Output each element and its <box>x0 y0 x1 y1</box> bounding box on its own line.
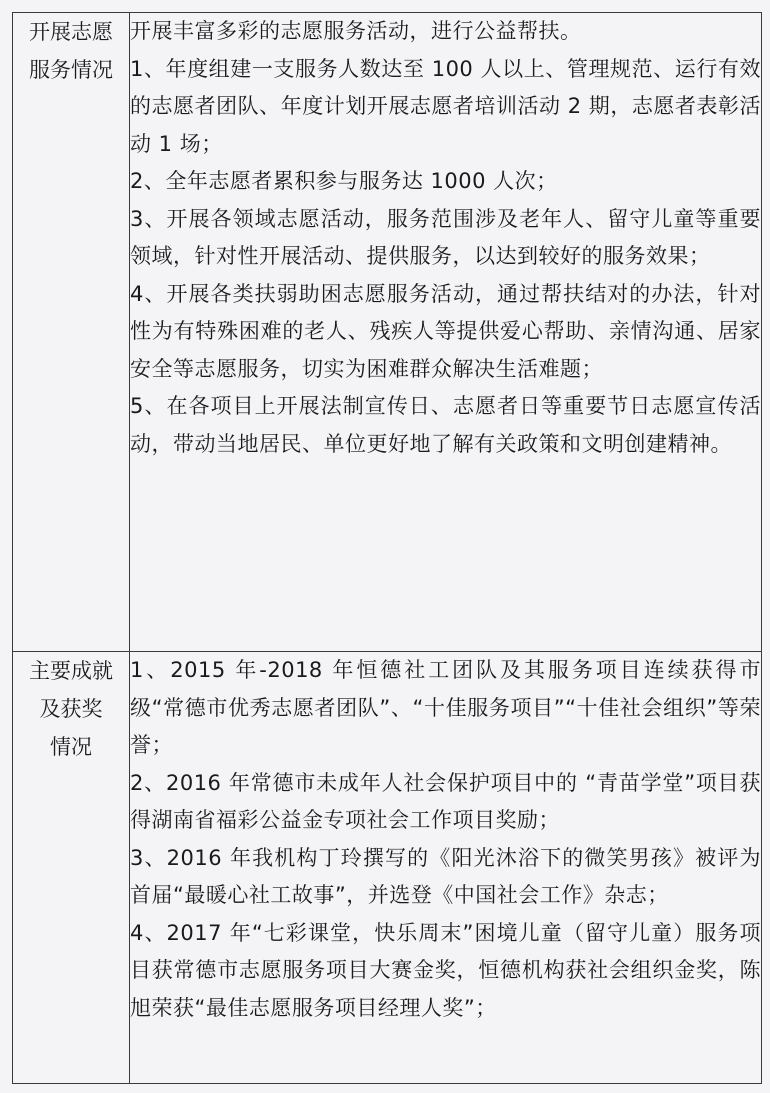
paragraph: 3、开展各领域志愿活动，服务范围涉及老年人、留守儿童等重要领域，针对性开展活动、提供服务，以达到较好的服务效果； <box>130 206 761 268</box>
info-table <box>12 12 762 1084</box>
paragraph: 2、全年志愿者累积参与服务达 1000 人次； <box>130 169 558 193</box>
row-label-achievements <box>13 652 130 1084</box>
label-line: 服务情况 <box>29 58 113 82</box>
paragraph: 开展丰富多彩的志愿服务活动，进行公益帮扶。 <box>130 19 582 43</box>
label-line: 及获奖 <box>39 697 103 721</box>
row-content-achievements <box>130 652 762 1084</box>
paragraph: 1、2015 年-2018 年恒德社工团队及其服务项目连续获得市级“常德市优秀志愿者团队”、“十佳服务项目”“十佳社会组织”等荣誉； <box>130 658 761 757</box>
label-line: 主要成就 <box>29 659 113 683</box>
label-line: 情况 <box>50 735 92 759</box>
paragraph: 3、2016 年我机构丁玲撰写的《阳光沐浴下的微笑男孩》被评为首届“最暖心社工故事”，并选登《中国社会工作》杂志； <box>130 845 761 907</box>
table-row-volunteer-service <box>13 13 762 652</box>
row-label-volunteer-service <box>13 13 130 652</box>
row-content-volunteer-service <box>130 13 762 652</box>
paragraph: 1、年度组建一支服务人数达至 100 人以上、管理规范、运行有效的志愿者团队、年度计划开展志愿者培训活动 2 期，志愿者表彰活动 1 场； <box>130 56 761 156</box>
table-row-achievements <box>13 652 762 1084</box>
paragraph: 2、2016 年常德市未成年人社会保护项目中的 “青苗学堂”项目获得湖南省福彩公益金专项社会工作项目奖励； <box>130 770 761 832</box>
label-line: 开展志愿 <box>29 20 113 44</box>
paragraph: 4、2017 年“七彩课堂，快乐周末”困境儿童（留守儿童）服务项目获常德市志愿服务项目大赛金奖，恒德机构获社会组织金奖，陈旭荣获“最佳志愿服务项目经理人奖”； <box>130 920 761 1020</box>
paragraph: 4、开展各类扶弱助困志愿服务活动，通过帮扶结对的办法，针对性为有特殊困难的老人、残疾人等提供爱心帮助、亲情沟通、居家安全等志愿服务，切实为困难群众解决生活难题； <box>130 281 761 381</box>
paragraph: 5、在各项目上开展法制宣传日、志愿者日等重要节日志愿宣传活动，带动当地居民、单位更好地了解有关政策和文明创建精神。 <box>130 394 761 456</box>
